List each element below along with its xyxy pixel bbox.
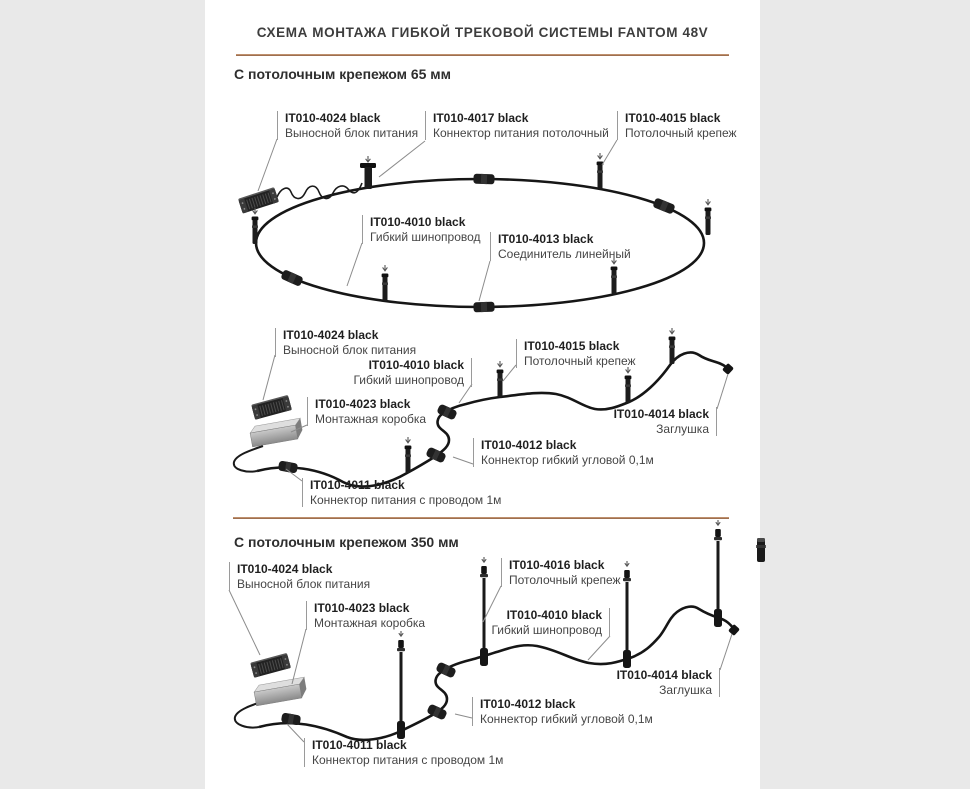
part-code: IT010-4011 black (310, 478, 405, 492)
part-code: IT010-4014 black (616, 668, 712, 682)
section-divider (233, 517, 729, 519)
part-desc: Монтажная коробка (314, 615, 426, 630)
ceiling-mount-post (705, 199, 712, 235)
part-code: IT010-4024 black (283, 328, 379, 342)
label-corner-connector (473, 438, 654, 467)
part-desc: Гибкий шинопровод (353, 372, 464, 387)
ceiling-rod (623, 561, 631, 668)
ceiling-mount-post (382, 265, 389, 301)
part-code: IT010-4017 black (433, 111, 529, 125)
rod-track-connector (397, 721, 405, 739)
rod-track-connector (714, 609, 722, 627)
part-desc: Гибкий шинопровод (491, 622, 602, 637)
rod-mount-head (480, 557, 488, 577)
label-remote-psu (277, 111, 418, 140)
linear-connector (280, 269, 303, 287)
part-desc: Коннектор питания потолочный (433, 125, 609, 140)
label-linear-connector (490, 232, 631, 261)
part-desc: Заглушка (656, 421, 709, 436)
power-supply-unit (250, 653, 291, 678)
part-code: IT010-4011 black (312, 738, 407, 752)
part-code: IT010-4015 black (524, 339, 620, 353)
part-code: IT010-4023 black (315, 397, 411, 411)
label-remote-psu (229, 562, 370, 591)
label-ceiling-mount-350 (501, 558, 621, 587)
page-title: СХЕМА МОНТАЖА ГИБКОЙ ТРЕКОВОЙ СИСТЕМЫ FANTOM 48V (256, 25, 709, 40)
part-desc: Гибкий шинопровод (370, 229, 481, 244)
linear-connector (473, 302, 494, 313)
label-corner-connector (472, 697, 653, 726)
label-mounting-box (307, 397, 426, 426)
rod-mount-head (714, 520, 722, 540)
part-code: IT010-4010 black (368, 358, 464, 372)
part-code: IT010-4014 black (613, 407, 709, 421)
mounting-box (249, 418, 304, 447)
part-code: IT010-4015 black (625, 111, 721, 125)
label-ceiling-power-connector (425, 111, 609, 140)
ceiling-mount-post (497, 361, 504, 397)
part-desc: Потолочный крепеж (509, 572, 621, 587)
part-code: IT010-4010 black (506, 608, 602, 622)
label-ceiling-mount (516, 339, 636, 368)
part-code: IT010-4013 black (498, 232, 594, 246)
part-desc: Потолочный крепеж (524, 353, 636, 368)
label-flexible-track (491, 608, 610, 637)
part-desc: Соединитель линейный (498, 246, 631, 261)
part-code: IT010-4023 black (314, 601, 410, 615)
label-flexible-track (362, 215, 481, 244)
rod-track-connector (480, 648, 488, 666)
part-desc: Коннектор гибкий угловой 0,1м (480, 711, 653, 726)
part-code: IT010-4024 black (237, 562, 333, 576)
ceiling-mount-post (252, 208, 259, 244)
section-heading-65mm: С потолочным крепежом 65 мм (234, 66, 451, 82)
section-heading-350mm: С потолочным крепежом 350 мм (234, 534, 459, 550)
part-desc: Выносной блок питания (283, 342, 417, 357)
part-desc: Коннектор гибкий угловой 0,1м (481, 452, 654, 467)
label-power-connector-1m (304, 738, 503, 767)
label-power-connector-1m (302, 478, 501, 507)
ceiling-mount-post (669, 328, 676, 364)
part-desc: Заглушка (659, 682, 712, 697)
part-code: IT010-4024 black (285, 111, 381, 125)
label-remote-psu (275, 328, 416, 357)
part-desc: Выносной блок питания (237, 576, 371, 591)
ceiling-mount-post (405, 437, 412, 473)
part-code: IT010-4012 black (481, 438, 577, 452)
power-supply-unit (251, 395, 292, 420)
label-end-cap (617, 668, 720, 697)
part-code: IT010-4016 black (509, 558, 605, 572)
ceiling-rod (397, 631, 405, 739)
rod-mount-head (623, 561, 631, 581)
part-desc: Коннектор питания с проводом 1м (312, 752, 504, 767)
mounting-box (253, 677, 308, 706)
power-cord (277, 183, 362, 199)
power-connector-cable (234, 446, 263, 472)
linear-connector (652, 197, 675, 214)
ceiling-rod (480, 557, 488, 666)
part-code: IT010-4010 black (370, 215, 466, 229)
part-desc: Монтажная коробка (315, 411, 427, 426)
part-desc: Выносной блок питания (285, 125, 419, 140)
linear-connector (473, 174, 494, 185)
part-desc: Потолочный крепеж (625, 125, 737, 140)
label-flexible-track (353, 358, 472, 387)
ceiling-mount-post (597, 153, 604, 189)
title-underline (236, 54, 729, 56)
power-connector-1m (278, 460, 298, 473)
ceiling-mount-post (625, 367, 632, 403)
part-desc: Коннектор питания с проводом 1м (310, 492, 502, 507)
ceiling-mount-post (611, 258, 618, 294)
stray-component (756, 538, 766, 562)
part-code: IT010-4012 black (480, 697, 576, 711)
ceiling-rod (714, 520, 722, 627)
label-mounting-box (306, 601, 425, 630)
label-end-cap (614, 407, 717, 436)
rod-track-connector (623, 650, 631, 668)
label-ceiling-mount (617, 111, 737, 140)
rod-mount-head (397, 631, 405, 651)
